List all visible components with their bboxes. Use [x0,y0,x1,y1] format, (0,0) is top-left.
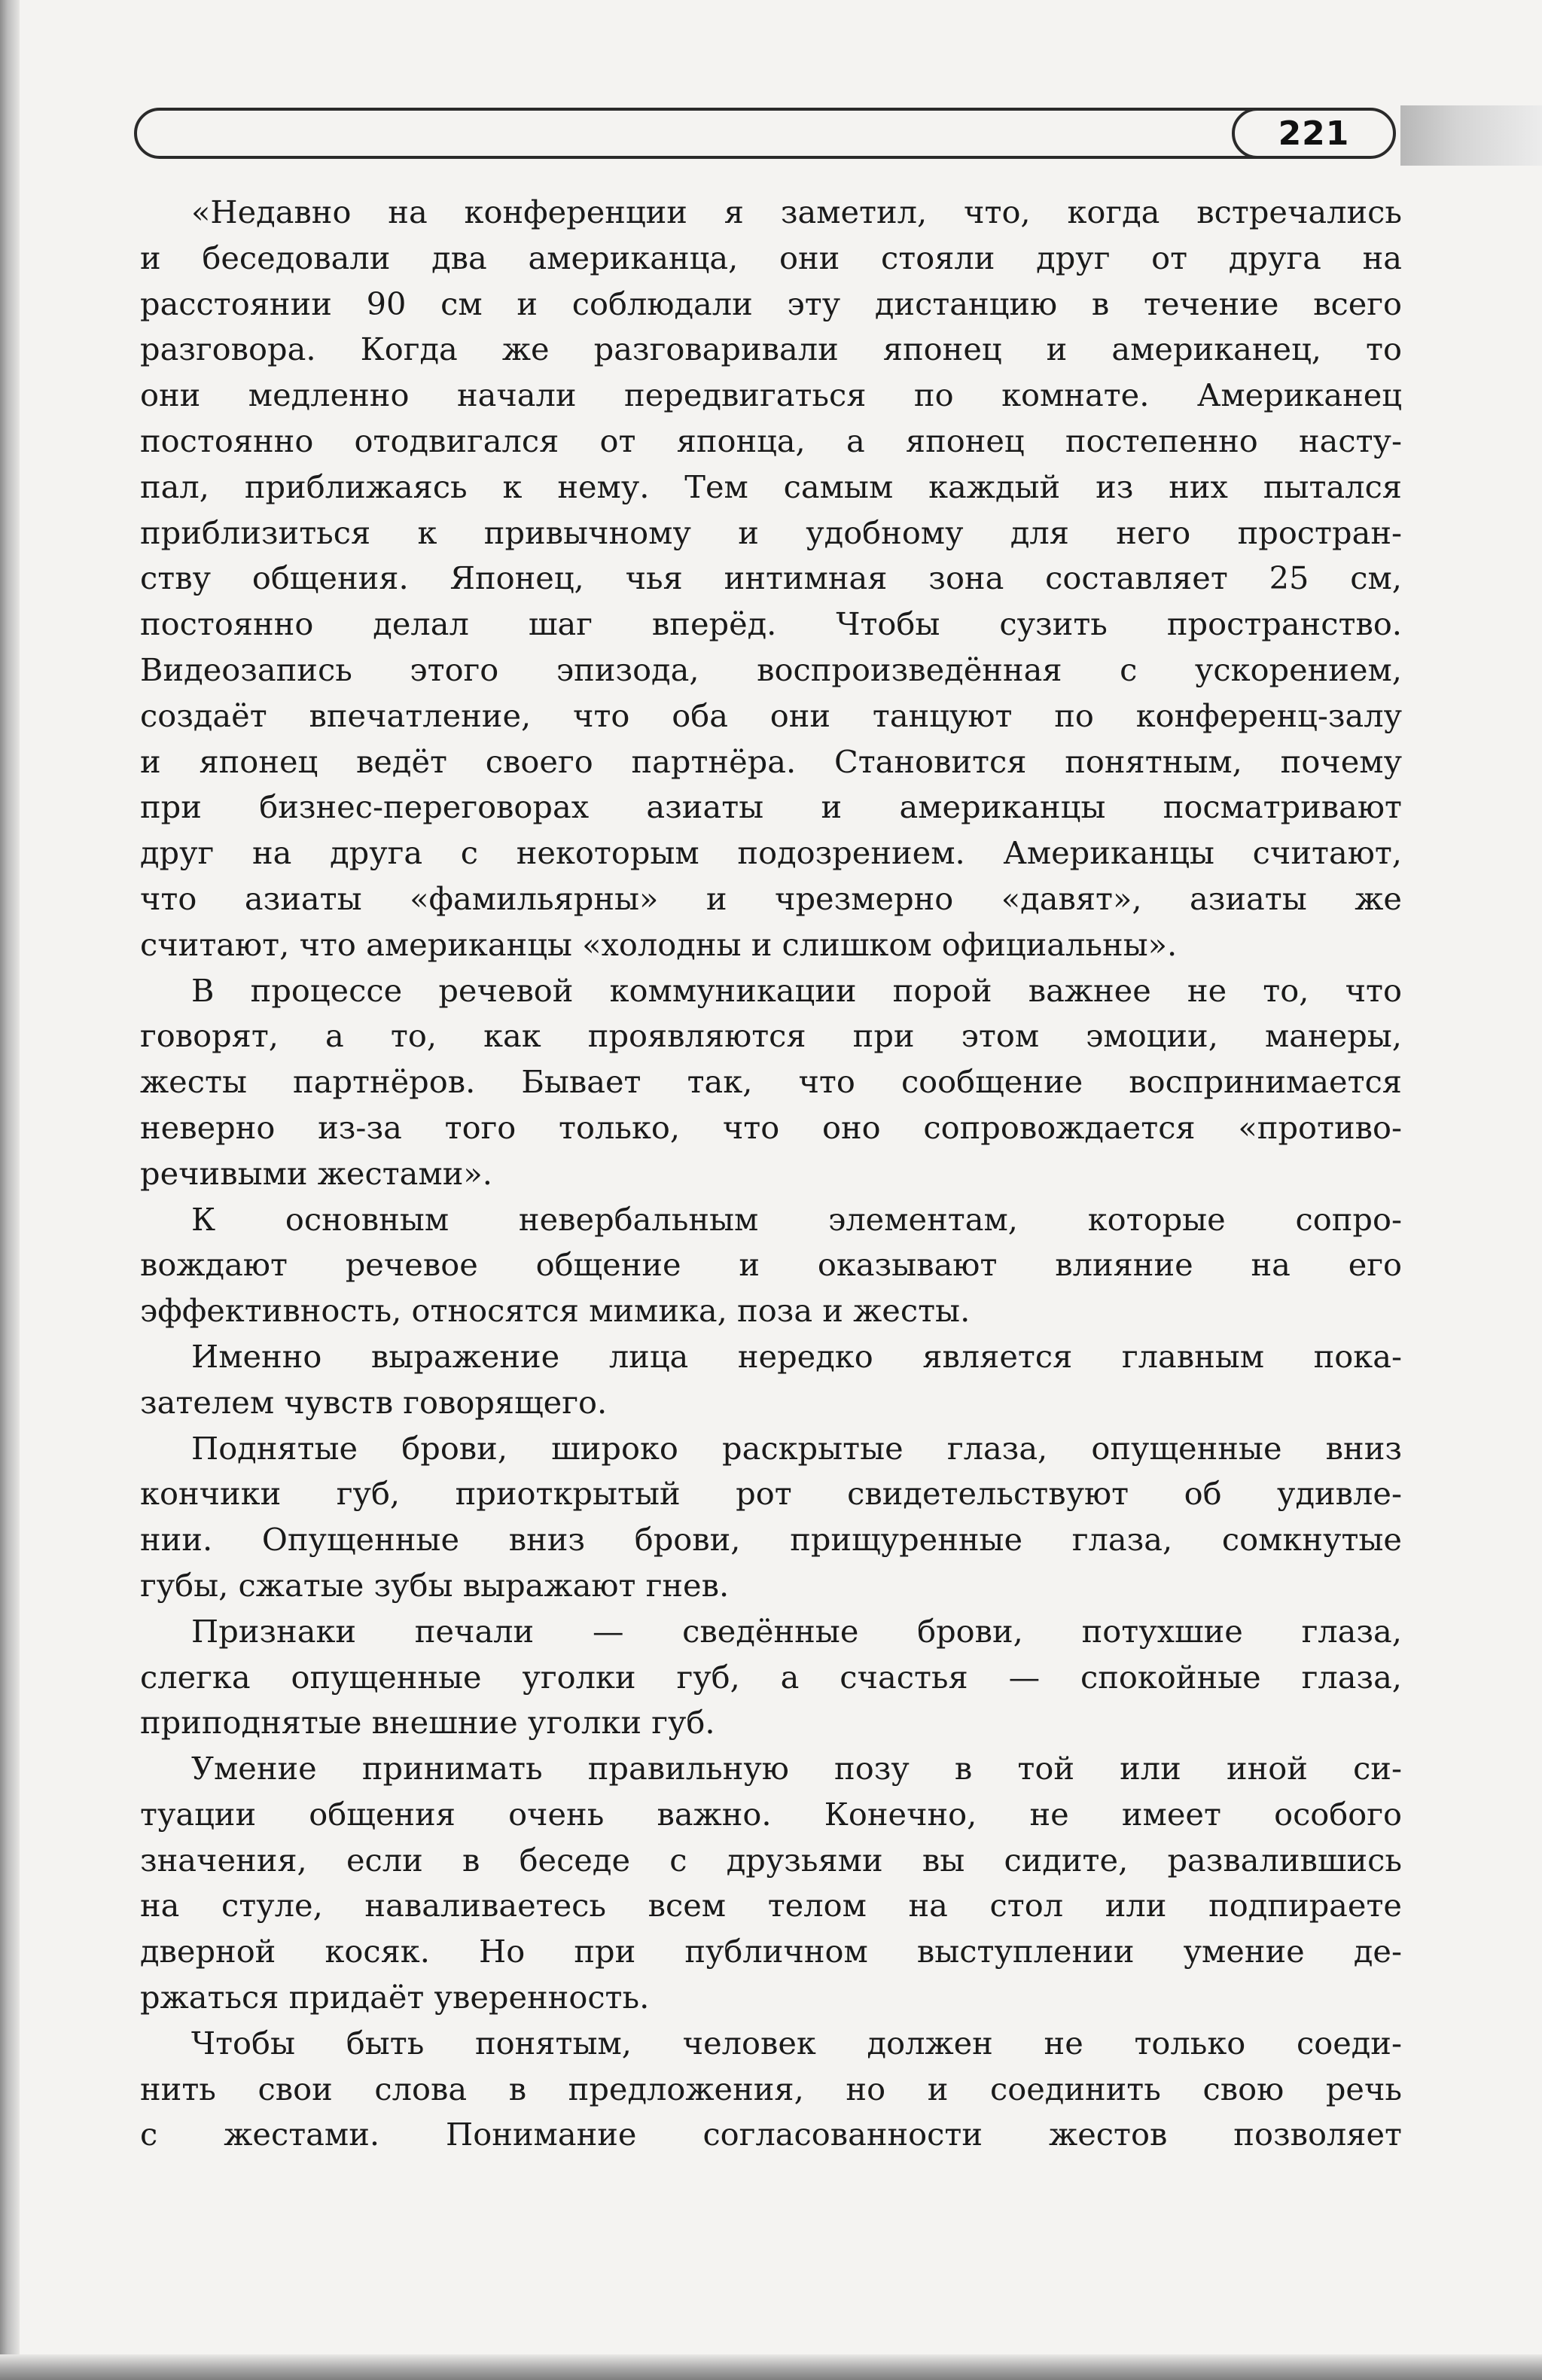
text-line: разговора. Когда же разговаривали японец и американец, то [140,331,1402,368]
page-header-bar [134,108,1390,159]
text-line: В процессе речевой коммуникации порой важнее не то, что [191,971,1402,1009]
text-line: Поднятые брови, широко раскрытые глаза, опущенные вниз [191,1429,1402,1467]
text-line: они медленно начали передвигаться по комнате. Американец [140,376,1402,414]
text-line: на стуле, наваливаетесь всем телом на стол или подпираете [140,1887,1402,1924]
text-line: расстоянии 90 см и соблюдали эту дистанцию в течение всего [140,285,1402,322]
text-line: говорят, а то, как проявляются при этом эмоции, манеры, [140,1017,1402,1055]
text-line: эффективность, относятся мимика, поза и жесты. [140,1292,971,1330]
text-line: нии. Опущенные вниз брови, прищуренные глаза, сомкнутые [140,1521,1402,1559]
text-line: нить свои слова в предложения, но и соединить свою речь [140,2070,1402,2107]
text-line: жесты партнёров. Бывает так, что сообщение воспринимается [140,1063,1402,1101]
text-line: создаёт впечатление, что оба они танцуют по конференц-залу [140,696,1402,734]
text-line: вождают речевое общение и оказывают влияние на его [140,1246,1402,1284]
text-line: пал, приближаясь к нему. Тем самым каждый из них пытался [140,468,1402,505]
text-line: кончики губ, приоткрытый рот свидетельствуют об удивле- [140,1475,1402,1513]
text-line: считают, что американцы «холодны и слишком официальны». [140,925,1178,963]
page-number-badge [1232,108,1396,159]
page-corner-tab [1400,105,1542,166]
text-line: «Недавно на конференции я заметил, что, когда встречались [191,194,1402,230]
text-line: туации общения очень важно. Конечно, не имеет особого [140,1795,1402,1833]
text-line: Признаки печали — сведённые брови, потухшие глаза, [191,1612,1402,1650]
text-line: и японец ведёт своего партнёра. Становится понятным, почему [140,742,1402,780]
text-line: ству общения. Японец, чья интимная зона составляет 25 см, [140,559,1402,597]
text-line: Видеозапись этого эпизода, воспроизведённая с ускорением, [140,651,1402,688]
text-line: приблизиться к привычному и удобному для него простран- [140,513,1402,551]
text-line: значения, если в беседе с друзьями вы сидите, развалившись [140,1841,1402,1879]
text-line: слегка опущенные уголки губ, а счастья — спокойные глаза, [140,1658,1402,1696]
text-line: речивыми жестами». [140,1154,492,1192]
text-line: дверной косяк. Но при публичном выступлении умение де- [140,1933,1402,1970]
text-line: приподнятые внешние уголки губ. [140,1704,715,1742]
text-line: постоянно делал шаг вперёд. Чтобы сузить пространство. [140,605,1402,643]
text-line: при бизнес-переговорах азиаты и американцы посматривают [140,788,1402,826]
text-line: зателем чувств говорящего. [140,1383,608,1421]
page-number: 221 [1278,114,1350,153]
text-line: что азиаты «фамильярны» и чрезмерно «давят», азиаты же [140,879,1402,917]
body-text [140,190,1402,2158]
text-line: с жестами. Понимание согласованности жестов позволяет [140,2116,1402,2153]
text-line: Чтобы быть понятым, человек должен не только соеди- [191,2024,1402,2062]
text-line: и беседовали два американца, они стояли друг от друга на [140,239,1402,276]
text-line: К основным невербальным элементам, которые сопро- [191,1200,1402,1238]
text-line: Умение принимать правильную позу в той или иной си- [191,1750,1402,1787]
text-line: неверно из-за того только, что оно сопровождается «противо- [140,1108,1402,1146]
text-line: друг на друга с некоторым подозрением. Американцы считают, [140,834,1402,872]
page-left-edge-shadow [0,0,20,2380]
text-line: постоянно отодвигался от японца, а японец постепенно насту- [140,422,1402,459]
text-line: губы, сжатые зубы выражают гнев. [140,1566,730,1604]
text-line: Именно выражение лица нередко является главным пока- [191,1337,1402,1375]
text-line: ржаться придаёт уверенность. [140,1979,650,2016]
page-bottom-edge-shadow [0,2354,1542,2380]
